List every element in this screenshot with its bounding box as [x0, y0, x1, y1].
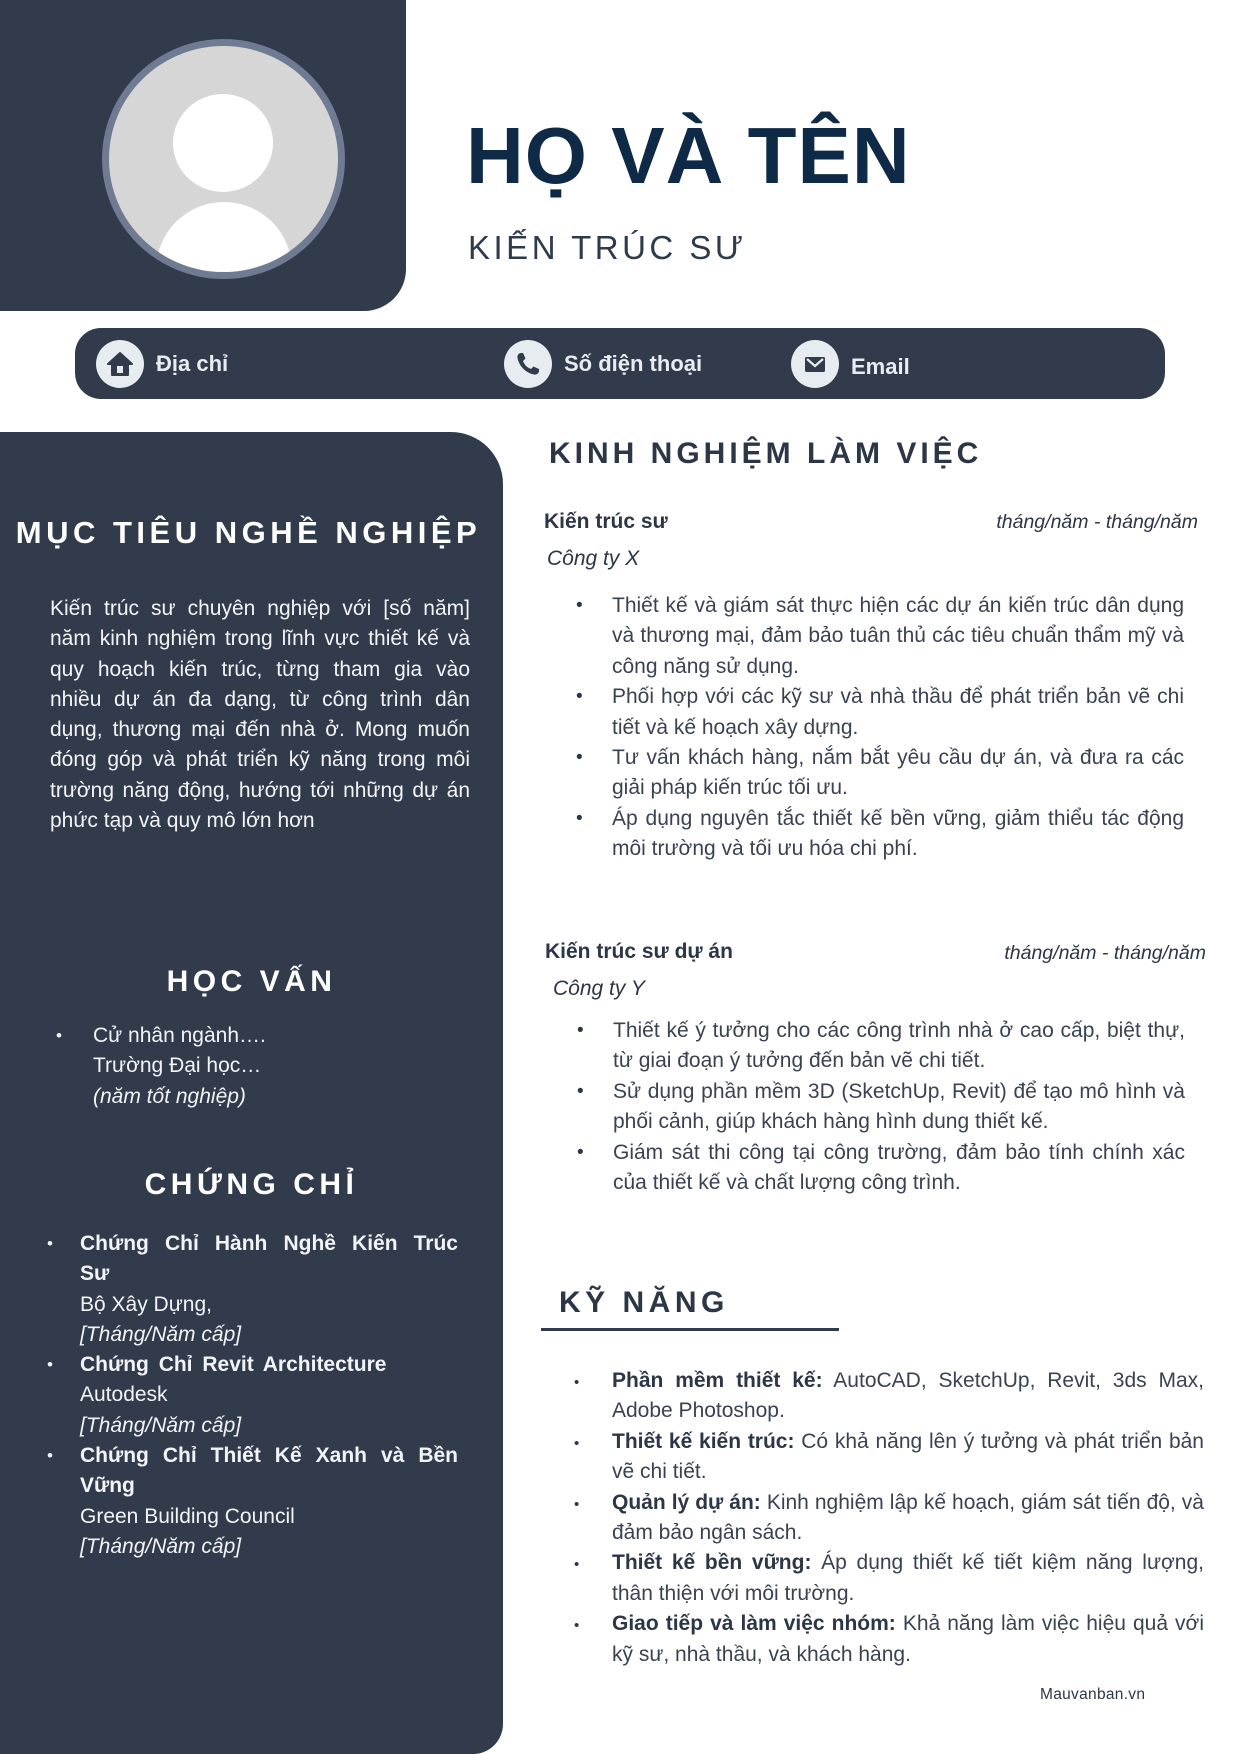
- bullet-icon: •: [574, 1374, 580, 1391]
- education-degree: Cử nhân ngành….: [93, 1024, 266, 1047]
- job-bullet: • Áp dụng nguyên tắc thiết kế bền vững, giảm thiểu tác động môi trường và tối ưu hóa chi phí.: [612, 804, 1184, 865]
- certificate-issuer: Bộ Xây Dựng,: [80, 1292, 212, 1316]
- certificate-date: [Tháng/Năm cấp]: [80, 1322, 242, 1346]
- contact-email: [791, 328, 910, 399]
- person-placeholder-icon: [173, 94, 273, 192]
- avatar: [102, 39, 345, 279]
- education-list: [56, 1021, 473, 1112]
- bullet-icon: •: [47, 1355, 53, 1375]
- certificate-date: [Tháng/Năm cấp]: [80, 1534, 242, 1558]
- header-panel: [0, 0, 406, 311]
- certificate-issuer: Autodesk: [80, 1383, 168, 1407]
- certificate-item: [47, 1441, 458, 1562]
- phone-label: Số điện thoại: [564, 350, 703, 376]
- certificate-item: [47, 1350, 458, 1441]
- full-name: HỌ VÀ TÊN: [466, 111, 911, 200]
- bullet-icon: •: [574, 1556, 580, 1574]
- bullet-icon: •: [56, 1026, 62, 1045]
- watermark: Mauvanban.vn: [1040, 1686, 1146, 1703]
- certificate-title: Chứng Chỉ Revit Architecture: [80, 1353, 387, 1377]
- objective-heading: MỤC TIÊU NGHỀ NGHIỆP: [15, 515, 482, 550]
- job-date: tháng/năm - tháng/năm: [1004, 942, 1206, 964]
- bullet-icon: •: [577, 1020, 584, 1041]
- education-school: Trường Đại học…: [93, 1054, 262, 1078]
- bullet-icon: •: [47, 1234, 53, 1253]
- job-date: tháng/năm - tháng/năm: [996, 511, 1198, 533]
- education-year: (năm tốt nghiệp): [93, 1084, 246, 1108]
- certificates-list: [47, 1229, 458, 1562]
- skill-item: • Giao tiếp và làm việc nhóm: Khả năng làm việc hiệu quả với kỹ sư, nhà thầu, và khách hàng.: [574, 1612, 1204, 1666]
- address-label: Địa chỉ: [156, 350, 229, 376]
- experience-heading: KINH NGHIỆM LÀM VIỆC: [549, 437, 983, 470]
- bullet-icon: •: [577, 1080, 584, 1102]
- bullet-icon: •: [576, 747, 583, 769]
- job-company: Công ty Y: [553, 977, 645, 1000]
- job-bullet: • Phối hợp với các kỹ sư và nhà thầu để phát triển bản vẽ chi tiết và kế hoạch xây dựng.: [612, 682, 1184, 743]
- home-icon: [96, 340, 144, 388]
- job-title: Kiến trúc sư: [544, 510, 668, 533]
- bullet-icon: •: [574, 1495, 580, 1513]
- certificate-item: [47, 1229, 458, 1350]
- mail-icon: [791, 340, 839, 388]
- skills-heading: KỸ NĂNG: [559, 1286, 729, 1319]
- bullet-icon: •: [576, 686, 583, 708]
- skill-item: • Quản lý dự án: Kinh nghiệm lập kế hoạch, giám sát tiến độ, và đảm bảo ngân sách.: [574, 1490, 1204, 1545]
- contact-address: [96, 328, 228, 399]
- certificates-heading: CHỨNG CHỈ: [144, 1168, 359, 1201]
- job-bullet: • Thiết kế và giám sát thực hiện các dự án kiến trúc dân dụng và thương mại, đảm bảo tuân thủ các tiêu chuẩn thẩm mỹ và công năng sử dụng.: [612, 591, 1184, 682]
- job-role: KIẾN TRÚC SƯ: [468, 229, 747, 266]
- job-bullet: • Tư vấn khách hàng, nắm bắt yêu cầu dự án, và đưa ra các giải pháp kiến trúc tối ưu.: [612, 743, 1184, 804]
- education-heading: HỌC VẤN: [166, 965, 337, 998]
- skill-item: • Thiết kế kiến trúc: Có khả năng lên ý tưởng và phát triển bản vẽ chi tiết.: [574, 1429, 1204, 1484]
- bullet-icon: •: [576, 807, 583, 829]
- job-title: Kiến trúc sư dự án: [545, 940, 733, 963]
- job-bullet: • Giám sát thi công tại công trường, đảm bảo tính chính xác của thiết kế và chất lượng công trình.: [613, 1138, 1185, 1199]
- job-bullets: [577, 1016, 1185, 1198]
- skill-item: • Thiết kế bền vững: Áp dụng thiết kế tiết kiệm năng lượng, thân thiện với môi trường.: [574, 1551, 1204, 1605]
- skills-divider: [541, 1328, 839, 1331]
- email-label: Email: [851, 353, 910, 379]
- certificate-issuer: Green Building Council: [80, 1504, 295, 1528]
- job-bullet: • Sử dụng phần mềm 3D (SketchUp, Revit) để tạo mô hình và phối cảnh, giúp khách hàng hình dung thiết kế.: [613, 1077, 1185, 1138]
- contact-bar: [75, 328, 1165, 399]
- bullet-icon: •: [576, 595, 583, 616]
- job-bullets: [576, 591, 1184, 865]
- certificate-title: Chứng Chỉ Thiết Kế Xanh và Bền Vững: [80, 1444, 458, 1498]
- job-company: Công ty X: [547, 547, 640, 570]
- certificate-title: Chứng Chỉ Hành Nghề Kiến Trúc Sư: [80, 1232, 458, 1286]
- bullet-icon: •: [574, 1617, 580, 1635]
- skill-item: • Phần mềm thiết kế: AutoCAD, SketchUp, Revit, 3ds Max, Adobe Photoshop.: [574, 1369, 1204, 1423]
- person-placeholder-body: [156, 202, 292, 279]
- skills-list: [574, 1366, 1204, 1670]
- certificate-date: [Tháng/Năm cấp]: [80, 1413, 242, 1437]
- bullet-icon: •: [47, 1446, 53, 1466]
- contact-phone: [504, 328, 702, 399]
- education-item: [56, 1021, 473, 1112]
- objective-text: Kiến trúc sư chuyên nghiệp với [số năm] năm kinh nghiệm trong lĩnh vực thiết kế và quy hoạch kiến trúc, từng tham gia vào nhiều dự án đa dạng, từ công trình dân dụng, thương mại đến nhà ở. Mong muốn đóng góp và phát triển kỹ năng trong môi trường năng động, hướng tới những dự án phức tạp và quy mô lớn hơn: [50, 597, 470, 833]
- bullet-icon: •: [574, 1434, 580, 1452]
- phone-icon: [504, 340, 552, 388]
- bullet-icon: •: [577, 1141, 584, 1163]
- job-bullet: • Thiết kế ý tưởng cho các công trình nhà ở cao cấp, biệt thự, từ giai đoạn ý tưởng đến bản vẽ chi tiết.: [613, 1016, 1185, 1077]
